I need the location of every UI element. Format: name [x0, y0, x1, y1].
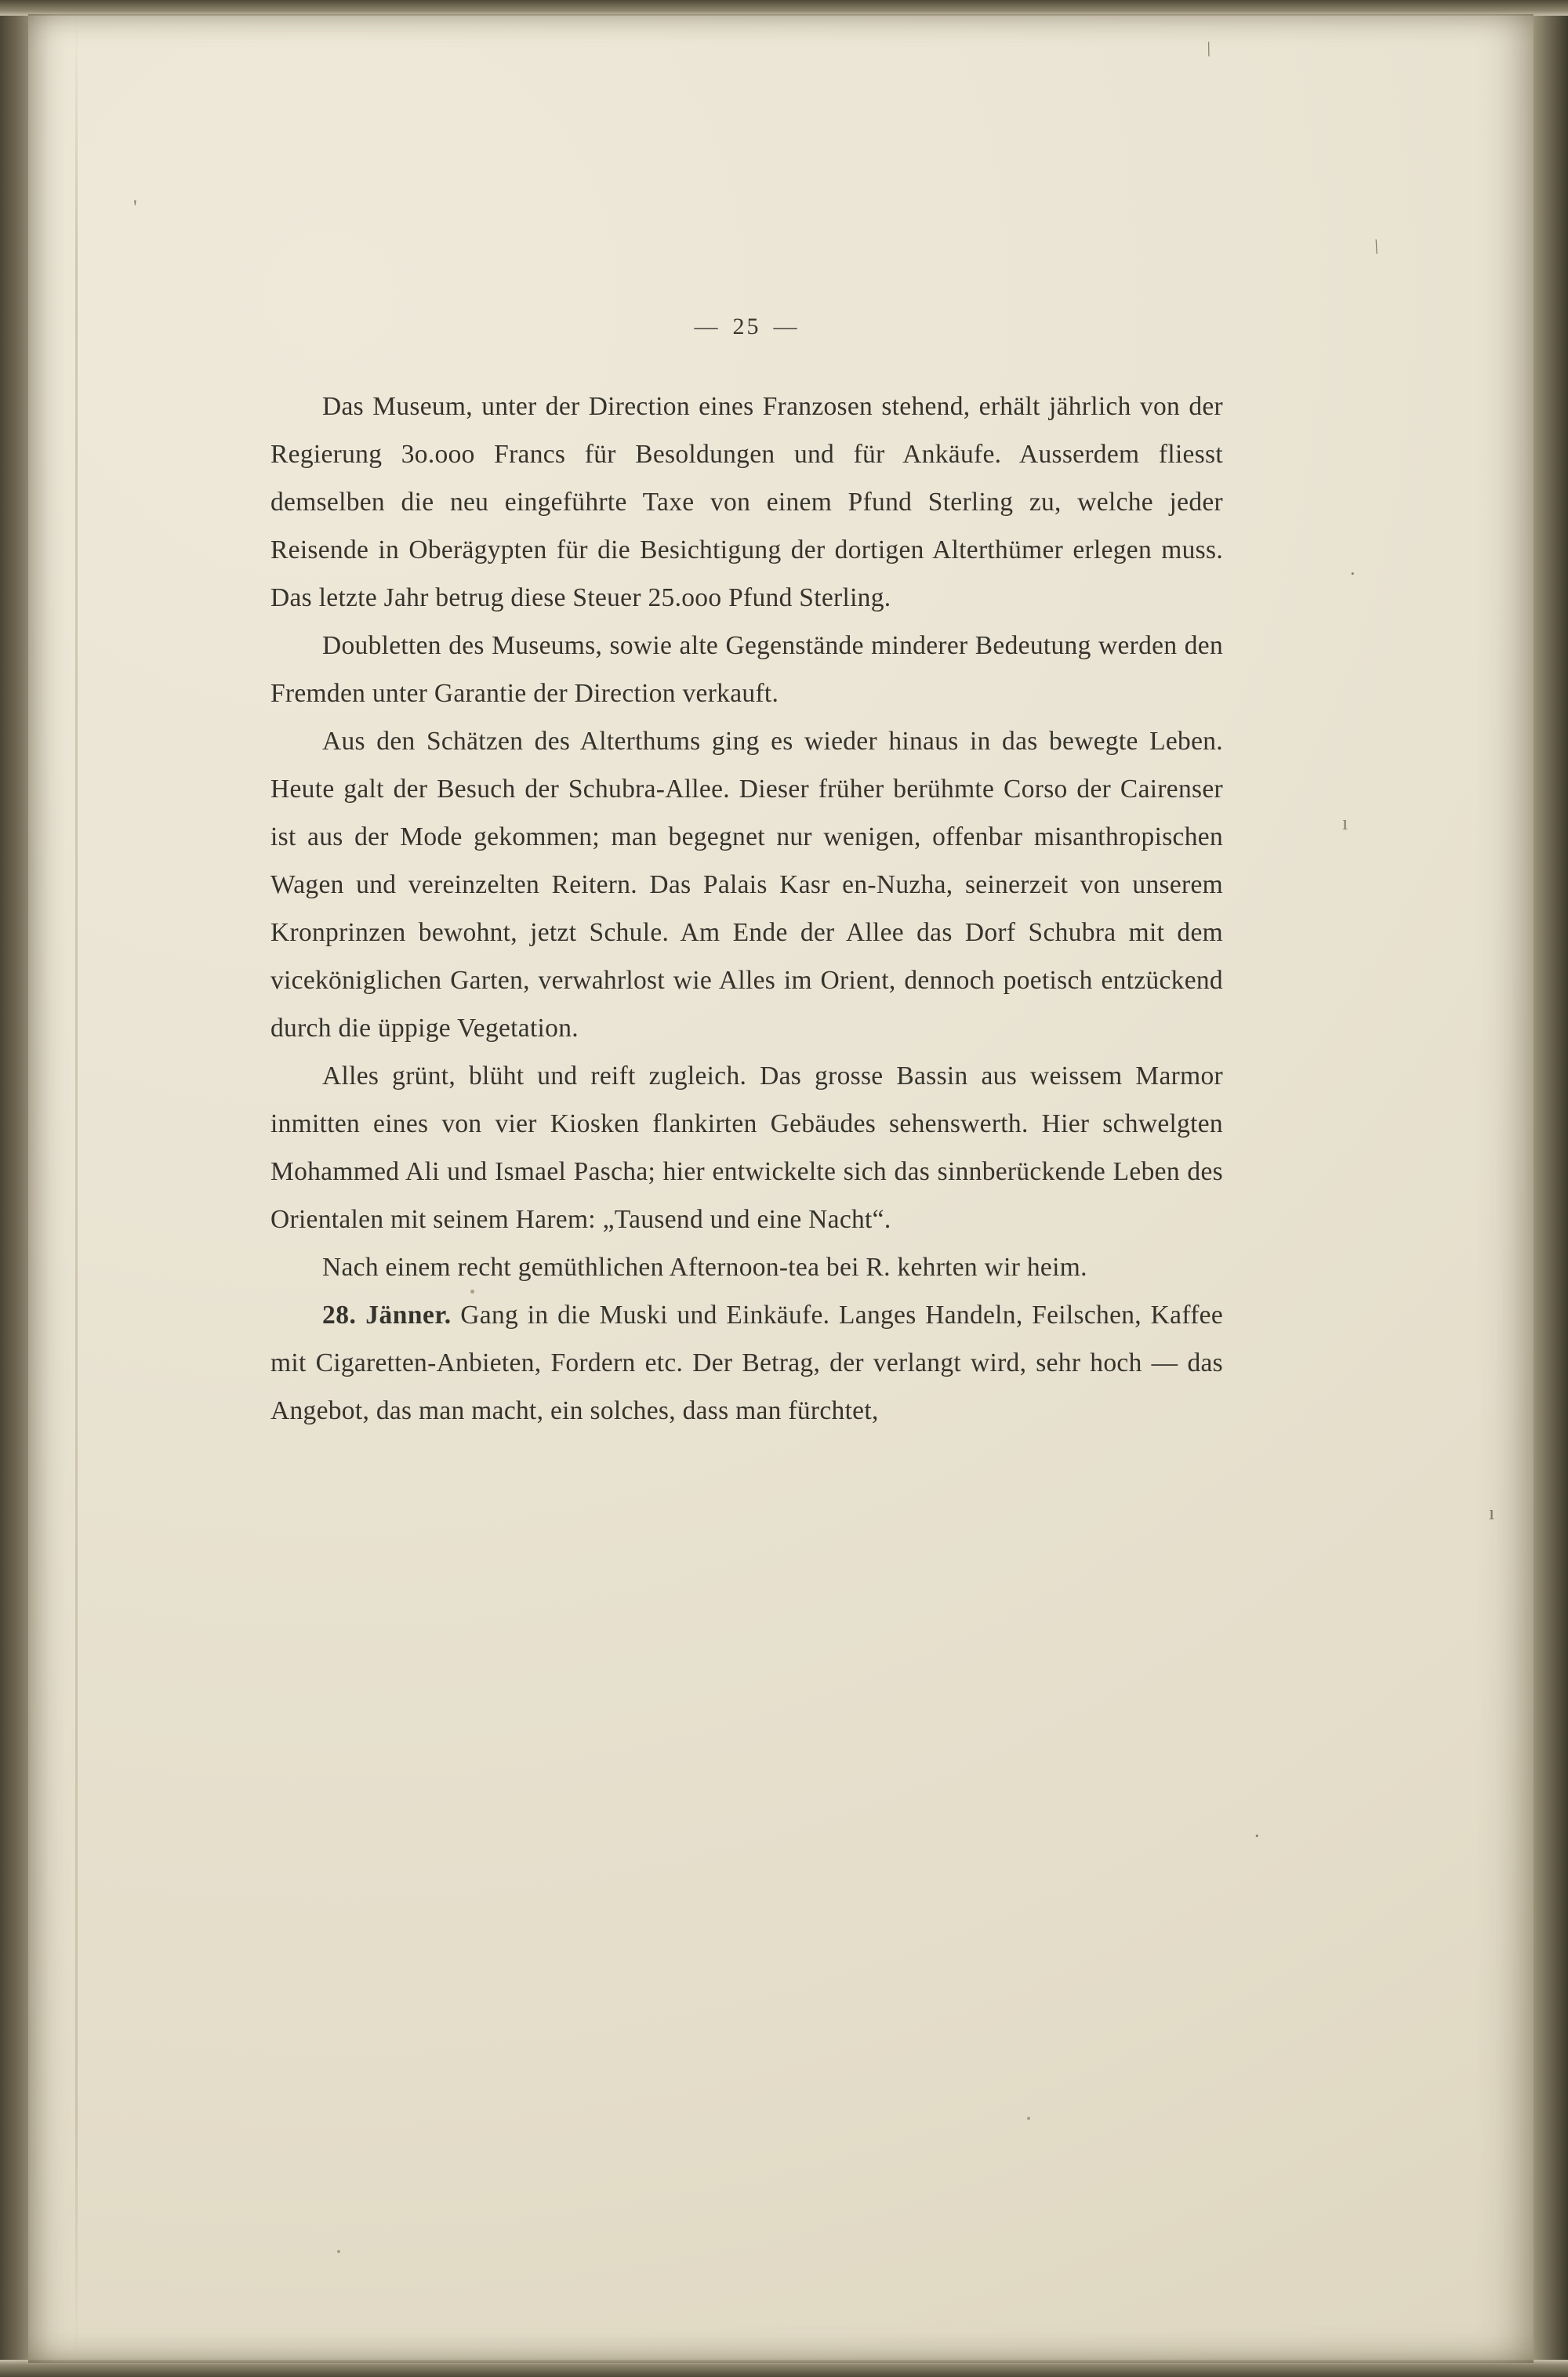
- stray-mark: ı: [1489, 1501, 1495, 1524]
- scan-edge-left: [0, 0, 28, 2377]
- paragraph: Das Museum, unter der Direction eines Franzosen stehend, erhält jährlich von der Regierung 3o.ooo Francs für Besoldungen und für Ankäufe. Ausserdem fliesst demselben die neu eingeführte Taxe von einem Pfund Sterling zu, welche jeder Reisende in Oberägypten für die Besichtigung der dortigen Alterthümer erlegen muss. Das letzte Jahr betrug diese Steuer 25.ooo Pfund Sterling.: [270, 392, 1223, 612]
- diary-date-label: 28. Jänner.: [322, 1301, 452, 1330]
- paragraph: Nach einem recht gemüthlichen Afternoon-tea bei R. kehrten wir heim.: [322, 1253, 1087, 1282]
- scan-edge-right: [1534, 0, 1568, 2377]
- stray-mark: \: [1202, 37, 1215, 61]
- stray-mark: .: [1350, 557, 1356, 579]
- folio-number: 25: [732, 314, 761, 339]
- diary-entry-text: Gang in die Muski und Einkäufe. Langes Handeln, Feilschen, Kaffee mit Cigaretten-Anbieten, Fordern etc. Der Betrag, der verlangt wird, sehr hoch — das Angebot, das man macht, ein solches, dass man fürchtet,: [270, 1301, 1223, 1425]
- paragraph: Aus den Schätzen des Alterthums ging es wieder hinaus in das bewegte Leben. Heute galt der Besuch der Schubra-Allee. Dieser früher berühmte Corso der Cairenser ist aus der Mode gekommen; man begegnet nur wenigen, offenbar misanthropischen Wagen und vereinzelten Reitern. Das Palais Kasr en-Nuzha, seinerzeit von unserem Kronprinzen bewohnt, jetzt Schule. Am Ende der Allee das Dorf Schubra mit dem viceköniglichen Garten, verwahrlost wie Alles im Orient, dennoch poetisch entzückend durch die üppige Vegetation.: [270, 727, 1223, 1043]
- page-folio: [270, 314, 1223, 340]
- page-text-block: [270, 314, 1223, 1435]
- stray-mark: ı: [1342, 811, 1348, 834]
- stray-mark: \: [1370, 234, 1383, 259]
- scan-edge-bottom: [0, 2360, 1568, 2377]
- paragraph: Doubletten des Museums, sowie alte Gegenstände minderer Bedeutung werden den Fremden unter Garantie der Direction verkauft.: [270, 631, 1223, 708]
- stray-mark: .: [1254, 1819, 1260, 1842]
- stray-mark: ': [133, 196, 137, 219]
- scan-edge-top: [0, 0, 1568, 16]
- page-crease: [75, 14, 78, 2363]
- paragraph: Alles grünt, blüht und reift zugleich. Das grosse Bassin aus weissem Marmor inmitten eines von vier Kiosken flankirten Gebäudes sehenswerth. Hier schwelgten Mohammed Ali und Ismael Pascha; hier entwickelte sich das sinnberückende Leben des Orientalen mit seinem Harem: „Tausend und eine Nacht“.: [270, 1061, 1223, 1234]
- folio-dash-right: —: [773, 314, 800, 339]
- paper-speck: [337, 2250, 340, 2253]
- paper-speck: [1027, 2117, 1030, 2120]
- diary-entry: [270, 1291, 1223, 1435]
- folio-dash-left: —: [694, 314, 720, 339]
